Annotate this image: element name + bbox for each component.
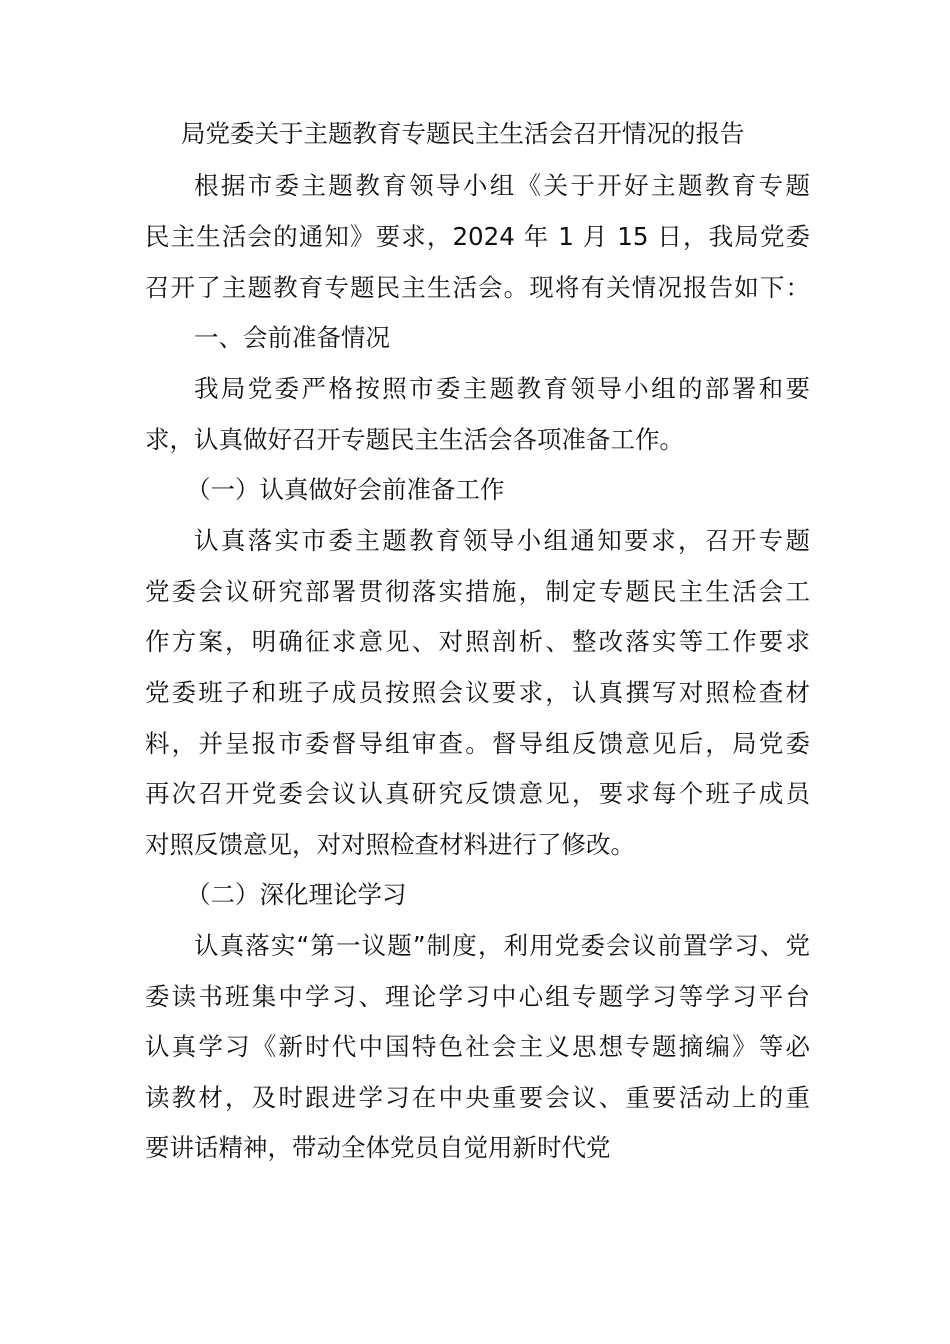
section-heading: 一、会前准备情况 [194,323,390,352]
document-title: 局党委关于主题教育专题民主生活会召开情况的报告 [181,119,745,148]
paragraph-line: 认真学习《新时代中国特色社会主义思想专题摘编》等必 [145,1032,810,1061]
paragraph-line: 对照反馈意见，对对照检查材料进行了修改。 [145,830,635,859]
paragraph-line: 我局党委严格按照市委主题教育领导小组的部署和要 [194,374,810,403]
paragraph-line: 召开了主题教育专题民主生活会。现将有关情况报告如下： [145,273,810,302]
paragraph-line: 料，并呈报市委督导组审查。督导组反馈意见后，局党委 [145,729,810,758]
paragraph-line: 根据市委主题教育领导小组《关于开好主题教育专题 [194,171,810,200]
paragraph-line: 读教材，及时跟进学习在中央重要会议、重要活动上的重 [145,1083,810,1112]
paragraph-line: 作方案，明确征求意见、对照剖析、整改落实等工作要求 [145,627,810,656]
subsection-heading: （一）认真做好会前准备工作 [186,475,505,504]
paragraph-line: 党委班子和班子成员按照会议要求，认真撰写对照检查材 [145,678,810,707]
paragraph-line: 再次召开党委会议认真研究反馈意见，要求每个班子成员 [145,779,810,808]
paragraph-line: 委读书班集中学习、理论学习中心组专题学习等学习平台 [145,982,810,1011]
paragraph-line: 党委会议研究部署贯彻落实措施，制定专题民主生活会工 [145,577,810,606]
paragraph-line: 求，认真做好召开专题民主生活会各项准备工作。 [145,425,684,454]
paragraph-line: 认真落实市委主题教育领导小组通知要求，召开专题 [194,526,810,555]
paragraph-line: 认真落实“第一议题”制度，利用党委会议前置学习、党 [194,931,810,960]
paragraph-line: 要讲话精神，带动全体党员自觉用新时代党 [145,1133,611,1162]
paragraph-line: 民主生活会的通知》要求，2024 年 1 月 15 日，我局党委 [145,222,810,251]
subsection-heading: （二）深化理论学习 [186,880,407,909]
